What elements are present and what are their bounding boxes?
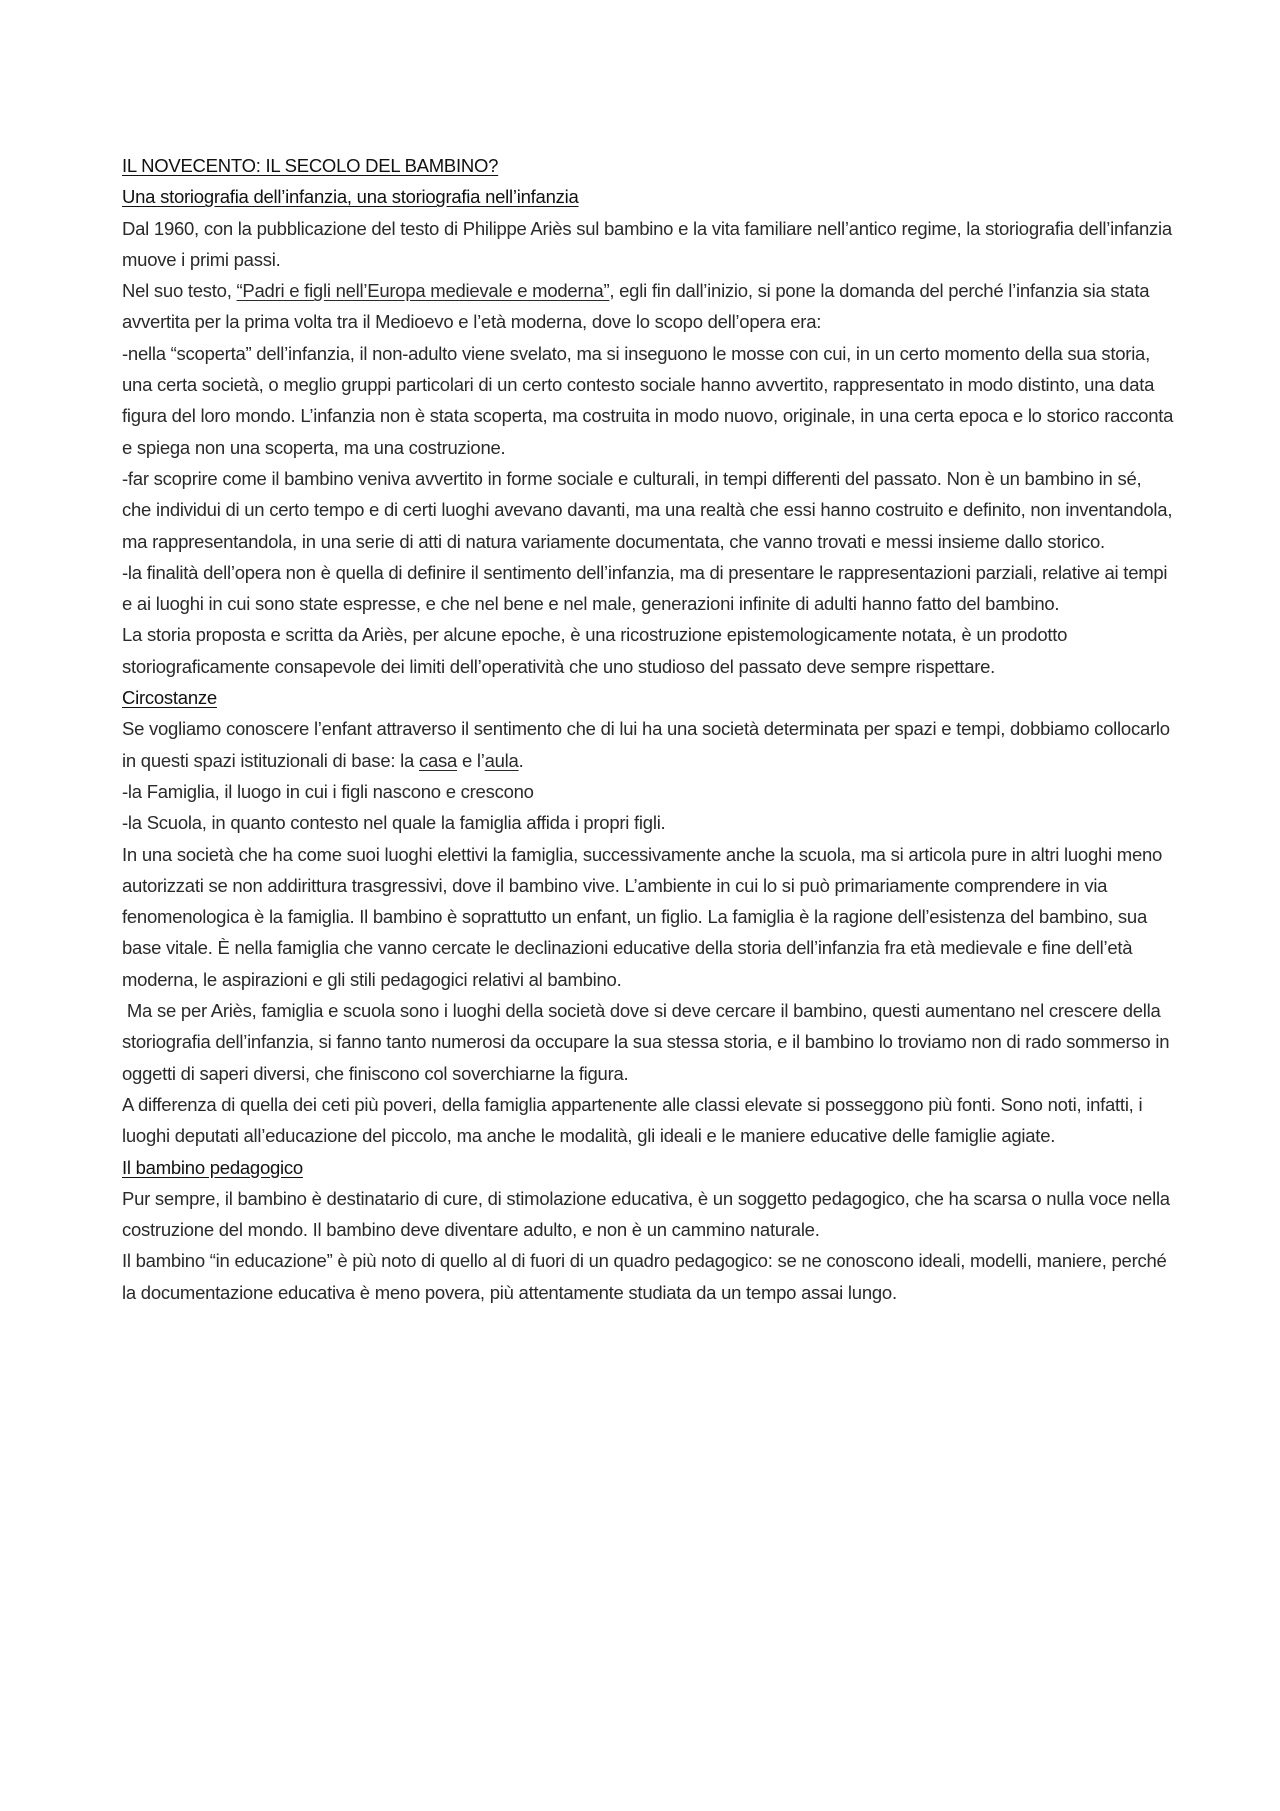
paragraph: A differenza di quella dei ceti più poveri, della famiglia appartenente alle classi elevate si posseggono più fonti. Sono noti, infatti, i luoghi deputati all’educazione del piccolo, ma anche le modalità, gli ideali e le maniere educative delle famiglie agiate. [122, 1093, 1143, 1147]
book-title-link: “Padri e figli nell’Europa medievale e moderna” [236, 280, 610, 302]
paragraph [122, 713, 1174, 776]
paragraph [122, 275, 1174, 338]
document-page [122, 150, 1174, 1308]
section-heading-circostanze: Circostanze [122, 687, 217, 709]
text-span: Se vogliamo conoscere l’enfant attraverso il sentimento che di lui ha una società determinata per spazi e tempi, dobbiamo collocarlo in questi spazi istituzionali di base: la [122, 718, 1170, 771]
text-span: Nel suo testo, [122, 280, 237, 302]
paragraph: In una società che ha come suoi luoghi elettivi la famiglia, successivamente anche la scuola, ma si articola pure in altri luoghi meno autorizzati se non addirittura trasgressivi, dove il bambino vive. L’ambiente in cui lo si può primariamente comprendere in via fenomenologica è la famiglia. Il bambino è soprattutto un enfant, un figlio. La famiglia è la ragione dell’esistenza del bambino, sua base vitale. È nella famiglia che vanno cercate le declinazioni educative della storia dell’infanzia fra età medievale e fine dell’età moderna, le aspirazioni e gli stili pedagogici relativi al bambino. [122, 843, 1163, 990]
text-span: , egli fin dall’inizio, si pone la domanda del perché l’infanzia sia stata avvertita per la prima volta tra il Medioevo e l’età moderna, dove lo scopo dell’opera era: [122, 280, 1150, 333]
text-span: e l’ [457, 749, 485, 771]
paragraph: La storia proposta e scritta da Ariès, per alcune epoche, è una ricostruzione epistemologicamente notata, è un prodotto storiograficamente consapevole dei limiti dell’operatività che uno studioso del passato deve sempre rispettare. [122, 624, 1068, 677]
paragraph: -la Famiglia, il luogo in cui i figli nascono e crescono [122, 780, 534, 802]
paragraph: Pur sempre, il bambino è destinatario di cure, di stimolazione educativa, è un soggetto pedagogico, che ha scarsa o nulla voce nella costruzione del mondo. Il bambino deve diventare adulto, e non è un cammino naturale. [122, 1187, 1170, 1241]
paragraph: -la finalità dell’opera non è quella di definire il sentimento dell’infanzia, ma di presentare le rappresentazioni parziali, relative ai tempi e ai luoghi in cui sono state espresse, e che nel bene e nel male, generazioni infinite di adulti hanno fatto del bambino. [122, 561, 1168, 615]
text-span: . [518, 749, 524, 771]
section-heading-bambino-pedagogico: Il bambino pedagogico [122, 1156, 303, 1178]
paragraph: -nella “scoperta” dell’infanzia, il non-adulto viene svelato, ma si inseguono le mosse con cui, in un certo momento della sua storia, una certa società, o meglio gruppi particolari di un certo contesto sociale hanno avvertito, rappresentato in modo distinto, una data figura del loro mondo. L’infanzia non è stata scoperta, ma costruita in modo nuovo, originale, in una certa epoca e lo storico racconta e spiega non una scoperta, ma una costruzione. [122, 342, 1174, 458]
document-title: IL NOVECENTO: IL SECOLO DEL BAMBINO? [122, 155, 499, 176]
paragraph: Dal 1960, con la pubblicazione del testo di Philippe Ariès sul bambino e la vita familiare nell’antico regime, la storiografia dell’infanzia muove i primi passi. [122, 217, 1172, 270]
paragraph: -far scoprire come il bambino veniva avvertito in forme sociale e culturali, in tempi differenti del passato. Non è un bambino in sé, che individui di un certo tempo e di certi luoghi avevano davanti, ma una realtà che essi hanno costruito e definito, non inventandola, ma rappresentandola, in una serie di atti di natura variamente documentata, che vanno trovati e messi insieme dallo storico. [122, 467, 1173, 552]
section-heading-storiografia: Una storiografia dell’infanzia, una storiografia nell’infanzia [122, 186, 579, 208]
paragraph: -la Scuola, in quanto contesto nel quale la famiglia affida i propri figli. [122, 812, 666, 834]
underlined-casa: casa [418, 749, 458, 771]
underlined-aula: aula [484, 749, 519, 771]
paragraph: Il bambino “in educazione” è più noto di quello al di fuori di un quadro pedagogico: se ne conoscono ideali, modelli, maniere, perché la documentazione educativa è meno povera, più attentamente studiata da un tempo assai lungo. [122, 1250, 1167, 1303]
paragraph: Ma se per Ariès, famiglia e scuola sono i luoghi della società dove si deve cercare il bambino, questi aumentano nel crescere della storiografia dell’infanzia, si fanno tanto numerosi da occupare la sua stessa storia, e il bambino lo troviamo non di rado sommerso in oggetti di saperi diversi, che finiscono col soverchiarne la figura. [122, 1000, 1175, 1084]
